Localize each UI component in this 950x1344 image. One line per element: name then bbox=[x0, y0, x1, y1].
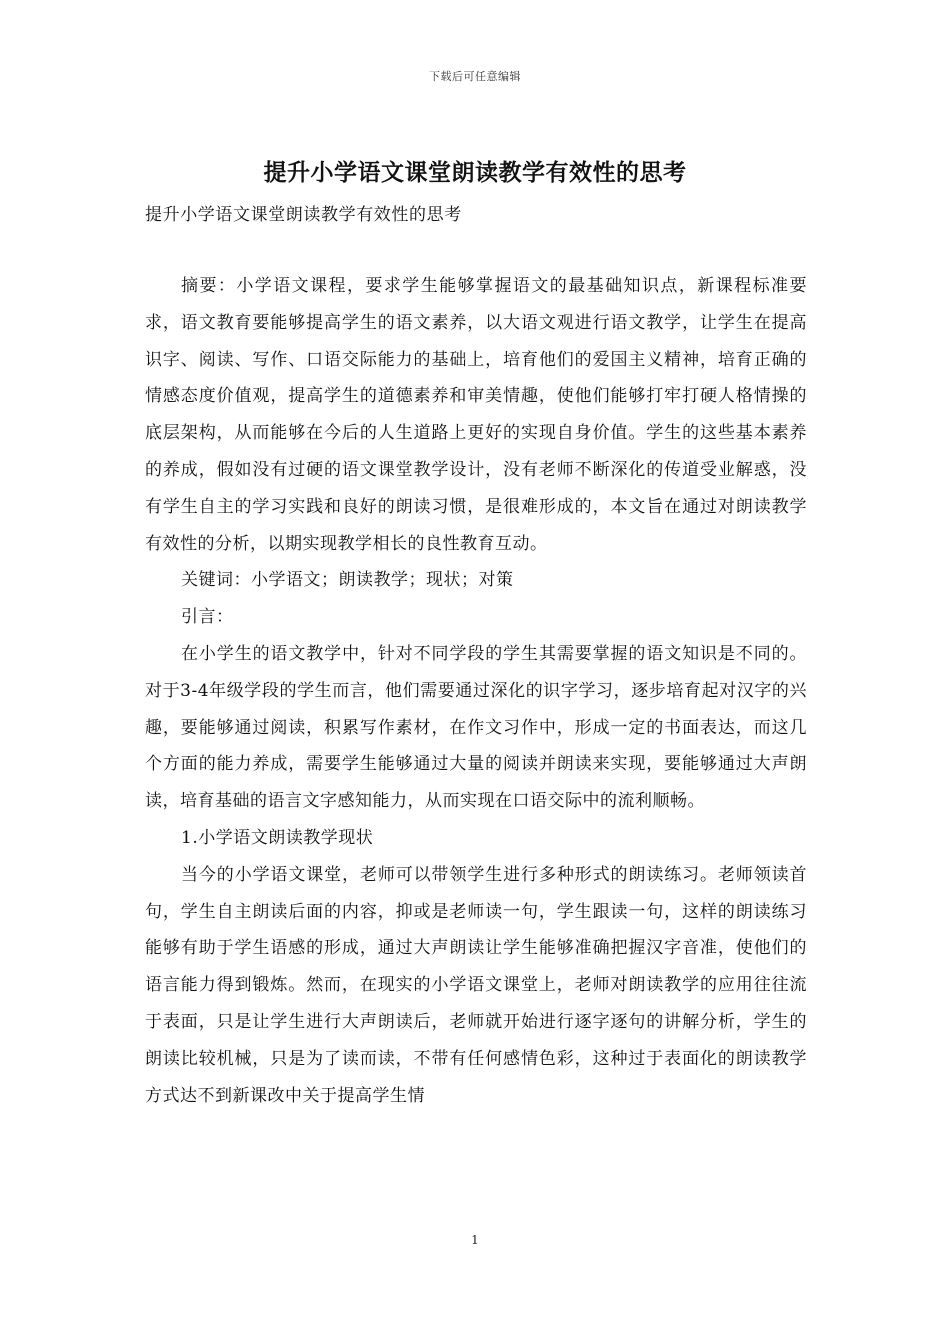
page-header: 下载后可任意编辑 bbox=[429, 70, 521, 83]
document-subtitle: 提升小学语文课堂朗读教学有效性的思考 bbox=[145, 205, 462, 225]
abstract-paragraph: 摘要：小学语文课程，要求学生能够掌握语文的最基础知识点，新课程标准要求，语文教育要能够提高学生的语文素养，以大语文观进行语文教学，让学生在提高识字、阅读、写作、口语交际能力的基础上，培育他们的爱国主义精神，培育正确的情感态度价值观，提高学生的道德素养和审美情趣，使他们能够打牢打硬人格情操的底层架构，从而能够在今后的人生道路上更好的实现自身价值。学生的这些基本素养的养成，假如没有过硬的语文课堂教学设计，没有老师不断深化的传道受业解惑，没有学生自主的学习实践和良好的朗读习惯，是很难形成的，本文旨在通过对朗读教学有效性的分析，以期实现教学相长的良性教育互动。 bbox=[145, 276, 807, 554]
keywords-paragraph: 关键词：小学语文；朗读教学；现状；对策 bbox=[181, 570, 514, 591]
introduction-paragraph: 在小学生的语文教学中，针对不同学段的学生其需要掌握的语文知识是不同的。对于3-4年级学段的学生而言，他们需要通过深化的识字学习，逐步培育起对汉字的兴趣，要能够通过阅读，积累写作素材，在作文习作中，形成一定的书面表达，而这几个方面的能力养成，需要学生能够通过大量的阅读并朗读来实现，要能够通过大声朗读，培育基础的语言文字感知能力，从而实现在口语交际中的流利顺畅。 bbox=[145, 643, 807, 812]
section-paragraph: 当今的小学语文课堂，老师可以带领学生进行多种形式的朗读练习。老师领读首句，学生自主朗读后面的内容，抑或是老师读一句，学生跟读一句，这样的朗读练习能够有助于学生语感的形成，通过大声朗读让学生能够准确把握汉字音准，使他们的语言能力得到锻炼。然而，在现实的小学语文课堂上，老师对朗读教学的应用往往流于表面，只是让学生进行大声朗读后，老师就开始进行逐字逐句的讲解分析，学生的朗读比较机械，只是为了读而读，不带有任何感情色彩，这种过于表面化的朗读教学方式达不到新课改中关于提高学生情 bbox=[145, 864, 807, 1106]
introduction-heading: 引言： bbox=[181, 607, 234, 628]
section-heading: 1.小学语文朗读教学现状 bbox=[181, 827, 374, 848]
document-title: 提升小学语文课堂朗读教学有效性的思考 bbox=[263, 159, 687, 186]
page-number: 1 bbox=[471, 1233, 479, 1247]
document-body bbox=[145, 268, 807, 1114]
